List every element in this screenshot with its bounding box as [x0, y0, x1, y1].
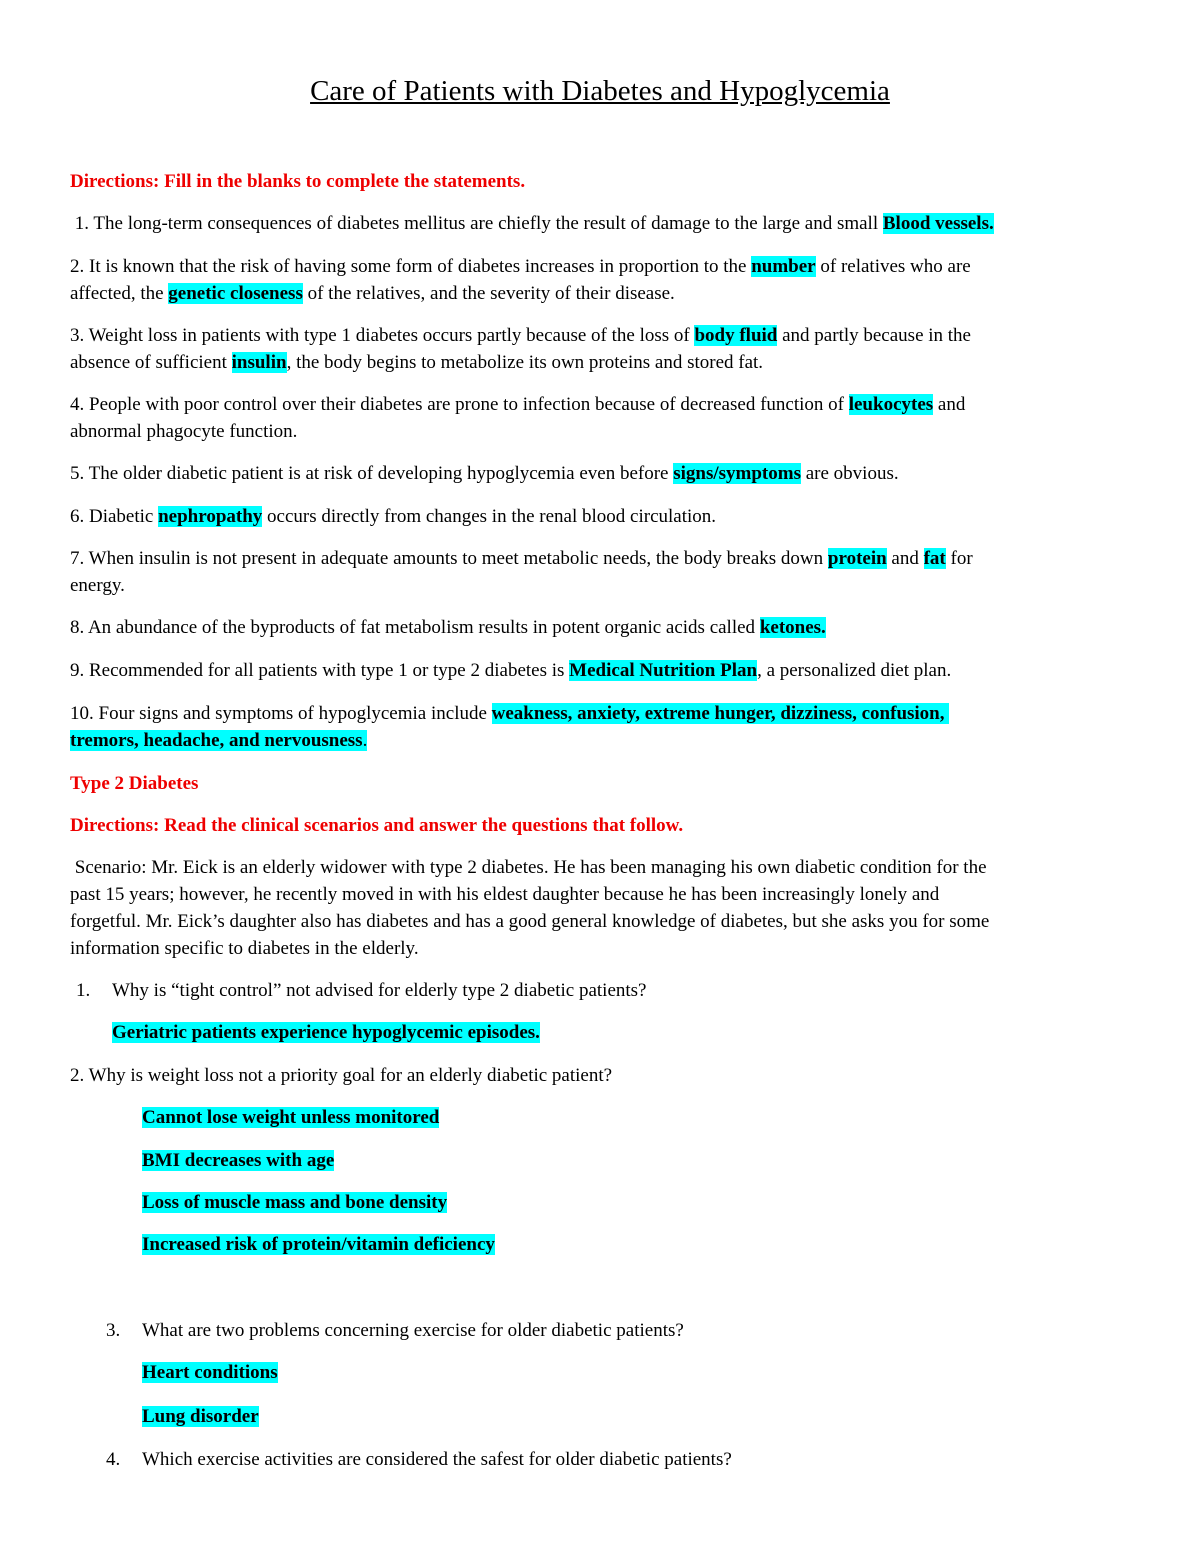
question-text: 2. It is known that the risk of having some form of diabetes increases in proportion to the	[70, 256, 752, 277]
question-text: 9. Recommended for all patients with type 1 or type 2 diabetes is	[70, 660, 570, 681]
scenario-answer	[142, 1104, 439, 1131]
scenario-answer	[112, 1019, 540, 1046]
question-9	[70, 657, 951, 684]
scenario-answer	[142, 1147, 334, 1174]
question-4-line-2: abnormal phagocyte function.	[70, 421, 298, 442]
question-text: and partly because in the	[777, 325, 971, 346]
answer-highlight: leukocytes	[848, 394, 934, 415]
question-text: , the body begins to metabolize its own proteins and stored fat.	[286, 352, 764, 373]
question-8	[70, 614, 826, 641]
scenario-answer	[142, 1231, 495, 1258]
question-text: and	[886, 548, 924, 569]
question-text: of the relatives, and the severity of their disease.	[302, 283, 675, 304]
question-3-line-1	[70, 322, 971, 349]
scenario-line: forgetful. Mr. Eick’s daughter also has diabetes and has a good general knowledge of diabetes, but she asks you for some	[70, 911, 990, 932]
answer-highlight: Medical Nutrition Plan	[569, 660, 758, 681]
question-text: 8. An abundance of the byproducts of fat metabolism results in potent organic acids called	[70, 617, 760, 638]
question-text: occurs directly from changes in the renal blood circulation.	[262, 506, 717, 527]
question-text: of relatives who are	[815, 256, 971, 277]
question-text: affected, the	[70, 283, 169, 304]
question-4-line-1	[70, 391, 965, 418]
scenario-question-4-number: 4.	[106, 1449, 121, 1470]
answer-highlight: number	[751, 256, 816, 277]
answer-highlight: body fluid	[694, 325, 778, 346]
answer-highlight: genetic closeness	[168, 283, 303, 304]
question-text: for	[945, 548, 973, 569]
answer-highlight: protein	[827, 548, 887, 569]
answer-highlight: Heart conditions	[142, 1362, 278, 1383]
answer-highlight: Lung disorder	[142, 1406, 259, 1427]
question-10-line-1	[70, 700, 949, 727]
answer-highlight: tremors, headache, and nervousness	[70, 730, 363, 751]
answer-highlight: Cannot lose weight unless monitored	[142, 1107, 440, 1128]
scenario-question-3: What are two problems concerning exercise for older diabetic patients?	[142, 1320, 684, 1341]
question-text: 10. Four signs and symptoms of hypoglycemia include	[70, 703, 492, 724]
question-text: , a personalized diet plan.	[757, 660, 952, 681]
answer-highlight: BMI decreases with age	[142, 1150, 335, 1171]
question-2-line-2	[70, 280, 675, 307]
question-7-line-1	[70, 545, 973, 572]
question-10-line-2	[70, 727, 367, 754]
question-6	[70, 503, 716, 530]
question-2-line-1	[70, 253, 971, 280]
answer-highlight: signs/symptoms	[673, 463, 801, 484]
scenario-question-3-number: 3.	[106, 1320, 121, 1341]
question-5	[70, 460, 899, 487]
answer-highlight: fat	[923, 548, 946, 569]
section-heading: Type 2 Diabetes	[70, 773, 199, 794]
question-text: 1. The long-term consequences of diabetes mellitus are chiefly the result of damage to the large and small	[70, 213, 883, 234]
scenario-question-4: Which exercise activities are considered the safest for older diabetic patients?	[142, 1449, 732, 1470]
question-text: 7. When insulin is not present in adequate amounts to meet metabolic needs, the body breaks down	[70, 548, 828, 569]
directions-scenario: Directions: Read the clinical scenarios and answer the questions that follow.	[70, 815, 684, 836]
answer-highlight: Loss of muscle mass and bone density	[142, 1192, 448, 1213]
answer-highlight: .	[362, 730, 368, 751]
answer-highlight: insulin	[231, 352, 287, 373]
question-7-line-2: energy.	[70, 575, 125, 596]
answer-highlight: Geriatric patients experience hypoglycemic episodes.	[112, 1022, 540, 1043]
question-text: and	[933, 394, 966, 415]
answer-highlight: Blood vessels.	[882, 213, 994, 234]
scenario-line: past 15 years; however, he recently moved in with his eldest daughter because he has been increasingly lonely and	[70, 884, 940, 905]
scenario-answer	[142, 1189, 447, 1216]
question-3-line-2	[70, 349, 763, 376]
scenario-question-1-number: 1.	[76, 980, 91, 1001]
question-1	[70, 210, 994, 237]
scenario-answer	[142, 1359, 278, 1386]
question-text: 5. The older diabetic patient is at risk of developing hypoglycemia even before	[70, 463, 674, 484]
question-text: 6. Diabetic	[70, 506, 159, 527]
scenario-line: Scenario: Mr. Eick is an elderly widower with type 2 diabetes. He has been managing his own diabetic condition for the	[70, 857, 987, 878]
document-title: Care of Patients with Diabetes and Hypoglycemia	[310, 75, 890, 107]
question-text: 3. Weight loss in patients with type 1 diabetes occurs partly because of the loss of	[70, 325, 695, 346]
question-text: are obvious.	[800, 463, 899, 484]
question-text: 4. People with poor control over their diabetes are prone to infection because of decreased function of	[70, 394, 849, 415]
scenario-question-2: 2. Why is weight loss not a priority goal for an elderly diabetic patient?	[70, 1065, 613, 1086]
answer-highlight: weakness, anxiety, extreme hunger, dizziness, confusion,	[491, 703, 950, 724]
scenario-answer	[142, 1403, 259, 1430]
answer-highlight: Increased risk of protein/vitamin deficiency	[142, 1234, 495, 1255]
scenario-line: information specific to diabetes in the elderly.	[70, 938, 419, 959]
answer-highlight: ketones.	[759, 617, 826, 638]
scenario-question-1: Why is “tight control” not advised for elderly type 2 diabetic patients?	[112, 980, 647, 1001]
directions-fill-in: Directions: Fill in the blanks to complete the statements.	[70, 171, 526, 192]
answer-highlight: nephropathy	[158, 506, 263, 527]
question-text: absence of sufficient	[70, 352, 232, 373]
